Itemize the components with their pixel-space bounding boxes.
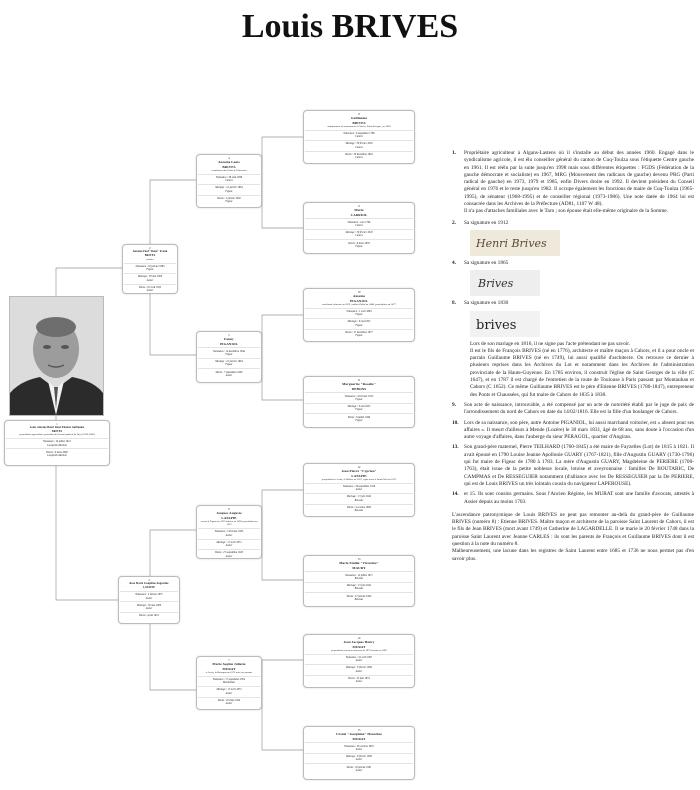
portrait-photo [9, 296, 104, 416]
person-number: 1 [56, 423, 58, 426]
marriage-event: Mariage : 30 mai 1909 Assier [120, 601, 178, 610]
death-event: Décès : après 1912 [120, 612, 178, 618]
person-name: Marie Emilie "Victorine" MAURY [339, 561, 379, 570]
person-name: Louis Antoine Henri René Etienne Guillaume BRIVES [29, 426, 85, 433]
death-event: Décès : 30 décembre 1842 Cahors [305, 151, 413, 160]
death-event: Décès : 27 décembre 1877 Figeac [305, 329, 413, 338]
note-4: 4. Sa signature en 1865 [452, 259, 509, 266]
person-box-12[interactable] [303, 463, 415, 517]
person-name: Antoine Paul "René" Frank BRIVES [132, 250, 168, 257]
birth-event: Naissance : 26 octobre 1818 Assier [305, 742, 413, 751]
note-2: 2. Sa signature en 1912 [452, 219, 509, 226]
person-name: Jean Jacques Henry MURAT [343, 640, 375, 649]
note-14-15: 14. et 15. Ils sont cousins germains. Sous l'Ancien Régime, les MURAT sont une famille d'avocats, attestés à Assier depuis au moins 1703. [452, 491, 694, 505]
person-occupation: à Assier, la Bousquet en 1872 avec ses parents [205, 670, 253, 674]
marriage-event: Mariage : 13 juin 1842 Boussac [305, 582, 413, 591]
person-box-10[interactable] [303, 288, 415, 342]
person-number: 5 [228, 334, 230, 337]
person-name: Marie CARRIOL [350, 208, 368, 217]
death-event: Décès : 9 mars 2006 Lacapelle-Marival [6, 448, 108, 457]
note-10: 10. Lors de sa naissance, son père, autre Antoine PIGANIOL, lui aussi marchand voiturier, est « absent pour ses affaires ». Il meurt d'ailleurs à Mende (Lozère) le 30 mars 1831, âgé de 68 ans, sans doute à l'occasion d'un autre voyage d'affaires, dans l'auberge du sieur PERAGOL, quartier d'Angiran. [452, 419, 694, 441]
person-name: Jean Pierre "Cyprien" LATAPIE [341, 469, 377, 478]
person-name: Marguerite "Rosalie" DEBONS [342, 382, 376, 391]
person-number: 4 [228, 157, 230, 160]
person-box-8[interactable] [303, 110, 415, 164]
person-box-9[interactable] [303, 202, 415, 254]
marriage-event: Mariage : 30 février 1820 Cahors [305, 229, 413, 238]
death-event: Décès : 2 janvier 1902 Figeac [198, 195, 260, 204]
person-box-11[interactable] [303, 376, 415, 428]
person-box-13[interactable] [303, 555, 415, 607]
person-box-1[interactable] [4, 420, 110, 466]
birth-event: Naissance : 22 avril 1807 Assier [305, 654, 413, 663]
death-event: Décès : 4 octobre 1883 Boussac [305, 504, 413, 513]
signature-1865-text: Brives [478, 277, 514, 291]
person-occupation: entrepreneur de maçonnerie à Cahors, Saint-Georges, en 1820 [327, 124, 391, 128]
person-number: 9 [358, 205, 360, 208]
person-name: Fanny PIGANIOL [220, 337, 238, 346]
marriage-event: Mariage : 30 février 1820 Cahors [305, 140, 413, 149]
signature-1912-text: Henri Brives [476, 236, 547, 250]
birth-event: Naissance : 14 février 1843 Assier [198, 528, 260, 537]
person-occupation: propriétaire à Assier, le Ribière en 1872, signe aussi à Saint-Céré en 1872 [321, 477, 397, 481]
death-event: Décès : 7 septembre 1936 Assier [198, 368, 260, 377]
person-box-15[interactable] [303, 726, 415, 780]
birth-event: Naissance : 12 juillet 1817 Boussac [305, 571, 413, 580]
marriage-event: Mariage : 17 avril 1872 Assier [198, 539, 260, 548]
person-occupation: marchand voiturier en 1831, maître d'hôtel en 1844, propriétaire en 1877 [322, 302, 396, 306]
person-box-5[interactable] [196, 331, 262, 383]
death-event: Décès : 27 janvier 1902 Boussac [305, 592, 413, 601]
birth-event: Naissance : 8 septembre 1788 Cahors [305, 130, 413, 139]
birth-event: Naissance : 26 septembre 1818 Assier [305, 483, 413, 492]
person-occupation: conducteur des Ponts et Chaussées [211, 168, 247, 172]
closing-paragraph: L'ascendance patronymique de Louis BRIVES ne peut pas remonter au-delà du grand-père de Guillaume BRIVES (numéro 8) : Etienne BRIVES. Maître maçon et architecte de la paroisse Saint Laurent de Cahors, il est le fils de Jean BRIVES (mort avant 1749) et Catherine de LAGARDELLE. Il se marie le 20 février 1748 dans la paroisse Saint Laurent avec Jeanne CARLES : ils sont les parents de François et Guillaume BRIVES dont il est question à la note du numéro 8. Malheureusement, une lacune dans les registres de Saint Laurent entre 1685 et 1736 ne nous permet pas d'en savoir plus. [452, 511, 694, 562]
birth-event: Naissance : 19 janvier 1883 Figeac [124, 263, 176, 272]
death-event: Décès : 23 juin 1874 Assier [305, 675, 413, 684]
person-number: 14 [357, 637, 361, 640]
signature-1865 [470, 270, 694, 296]
person-box-2[interactable] [122, 244, 178, 294]
person-number: 2 [149, 247, 151, 250]
person-number: 3 [148, 579, 150, 582]
person-number: 7 [228, 659, 230, 662]
death-event: Décès : 9 juillet 1846 Figeac [305, 413, 413, 422]
person-occupation: propriétaire agriculteur, président du Conseil général du Tarn (1976-1982) [19, 433, 95, 436]
person-name: Jacques Auguste LATAPIE [216, 511, 242, 520]
death-event: Décès : 10 avril 1955 Assier [124, 284, 176, 293]
death-event: Décès : 27 septembre 1923 Assier [198, 549, 260, 558]
marriage-event: Mariage : 8 février 1836 Assier [305, 664, 413, 673]
marriage-event: Mariage : 8 février 1836 Assier [305, 753, 413, 762]
birth-event: Naissance : 28 août 1838 Cahors [198, 174, 260, 183]
person-box-7[interactable] [196, 656, 262, 710]
note-13: 13. Son grand-père maternel, Pierre TEILHARD (1760-1845) a été maire de Fayzelles (Lot) de 1815 à 1821. Il avait épousé en 1790 Louise Jeanne Apollonie GUARY (1767-1821), fille d'Augustin GUARY (1730-1796) qui fut maire de Figeac de 1780 à 1783. La mère d'Augustin GUARY, Magdeleine de PERIERE (1700-1763), était issue de la petite noblesse locale, lotoise et aveyronnaise : familles De BOUTARIC, De CAMPMAS et De RESSEGUIER notamment (d'alliance avec les De RESSEGUIER par la De PERIERE, qui est de Louis BRIVES un très lointain cousin du navigateur LAPEROUSE). [452, 444, 694, 487]
person-name: Guillaume BRIVES [350, 116, 368, 125]
marriage-event: Mariage : 22 janvier 1864 Figeac [198, 358, 260, 367]
person-number: 15 [357, 729, 361, 732]
person-number: 13 [357, 558, 361, 561]
person-name: Antoine PIGANIOL [350, 294, 368, 303]
person-number: 12 [357, 466, 361, 469]
birth-event: Naissance : 14 décembre 1844 Figeac [198, 347, 260, 356]
birth-event: Naissance : 22 février 1813 Figeac [305, 392, 413, 401]
signature-1830-text: brives [476, 317, 517, 333]
marriage-event: Mariage : 22 janvier 1864 Figeac [198, 184, 260, 193]
birth-event: Naissance : vers 1798 Cahors [305, 218, 413, 227]
person-number: 8 [358, 113, 360, 116]
signature-1830 [470, 311, 694, 337]
birth-event: Naissance : 24 juillet 1912 Lacapelle-Marival [6, 438, 108, 447]
person-number: 10 [357, 291, 361, 294]
note-8-details: Lors de son mariage en 1816, il ne signe pas l'acte prétendant ne pas savoir. Il est le fils de François BRIVES (né en 1776), architecte et maître maçon à Cahors, et il a pour oncle et parrain Guillaume BRIVES (né en 1749), lui aussi qualifié d'architecte. On retrouve ce dernier à plusieurs reprises dans les Archives du Lot et notamment dans les Archives de l'administration provinciale de la Haute-Guyenne. En 1785 environ, il construit l'église de Saint Georges de la ville (C 1647), et en 1787 il est chargé de l'entretien de la route de Toulouse à Paris passant par Montauban et Cahors (C 1652). Ce même Guillaume BRIVES est le père d'Etienne BRIVES (1780-1847), entrepreneur des Ponts et Chaussées, qui fut maire de Cahors de 1835 à 1838. [470, 340, 694, 398]
person-occupation: notaire [146, 257, 154, 261]
person-name: Antoine Louis BRIVES [218, 160, 240, 169]
marriage-event: Mariage : 9 mai 1832 Figeac [305, 318, 413, 327]
death-event: Décès : 8 mars 1879 Figeac [305, 239, 413, 248]
death-event: Décès : 18 janvier 1861 Assier [305, 763, 413, 772]
person-name: Rose Marie Joséphine Augustine LATAPIE [129, 582, 169, 589]
birth-event: Naissance : 1 avril 1804 Figeac [305, 308, 413, 317]
person-occupation: propriétaire avocat au barreau de 1872 notaire en 1867 [330, 648, 387, 652]
person-box-4[interactable] [196, 154, 262, 208]
birth-event: Naissance : 2 février 1875 Assier [120, 591, 178, 600]
note-8: 8. Sa signature en 1830 [452, 300, 509, 307]
person-number: 11 [357, 379, 361, 382]
person-occupation: avocat à Figeac en 1872 notaire en 1902 propriétaire en 1923 [200, 519, 258, 527]
page-title: Louis BRIVES [241, 8, 459, 45]
marriage-event: Mariage : 9 mai 1832 Figeac [305, 403, 413, 412]
marriage-event: Mariage : 17 avril 1872 Assier [198, 686, 260, 695]
person-number: 6 [228, 508, 230, 511]
signature-1912 [470, 230, 694, 256]
person-box-3[interactable] [118, 576, 180, 624]
person-name: Ursule "Joséphine" Honorine MURAT [336, 732, 382, 741]
marriage-event: Mariage : 13 juin 1842 Boussac [305, 493, 413, 502]
person-box-6[interactable] [196, 505, 262, 559]
marriage-event: Mariage : 30 mai 1909 Assier [124, 273, 176, 282]
person-name: Marie Sophie Juliette MURAT [212, 662, 246, 671]
note-9: 9. Son acte de naissance, introuvable, a été compensé par un acte de notoriété établi par le juge de paix de l'arrondissement du nord de Cahors en date du 14/02/1816. Elle est la fille d'un boulanger de Cahors. [452, 401, 694, 416]
notes-column [452, 150, 694, 563]
note-1: 1. Propriétaire agriculteur à Algans-Lastens où il s'installe au début des années 1960. Engagé dans le syndicalisme agricole, il est élu conseiller général du canton de Cuq-Toulza sous l'étiquette Centre gauche en 1961. Il est réélu par la suite jusqu'en 1998 mais sous différentes étiquettes : FGDS (Fédération de la gauche démocrate et socialiste) en 1967, MRG (Mouvement des radicaux de gauche) devenu PRG (Parti radical de gauche) en 1973, 1979 et 1985, enfin Divers droite en 1992. Il devient président du Conseil général en 1976 et le reste jusqu'en 1982. Il occupe également les fonctions de maire de Cuq-Toulza (1965-1995), de sénateur (1968-1995) et de conseiller régional (1973-1986). Une note datée de 1964 lui est consacrée dans les Archives de la Préfecture (AD81, 1107 W 48). Il n'a pas d'attaches familiales avec le Tarn ; son épouse était elle-même originaire de la Somme. [452, 150, 694, 215]
birth-event: Naissance : 17 septembre 1852 Montauban [198, 676, 260, 685]
death-event: Décès : 22 mars 1924 Assier [198, 697, 260, 706]
person-box-14[interactable] [303, 634, 415, 688]
